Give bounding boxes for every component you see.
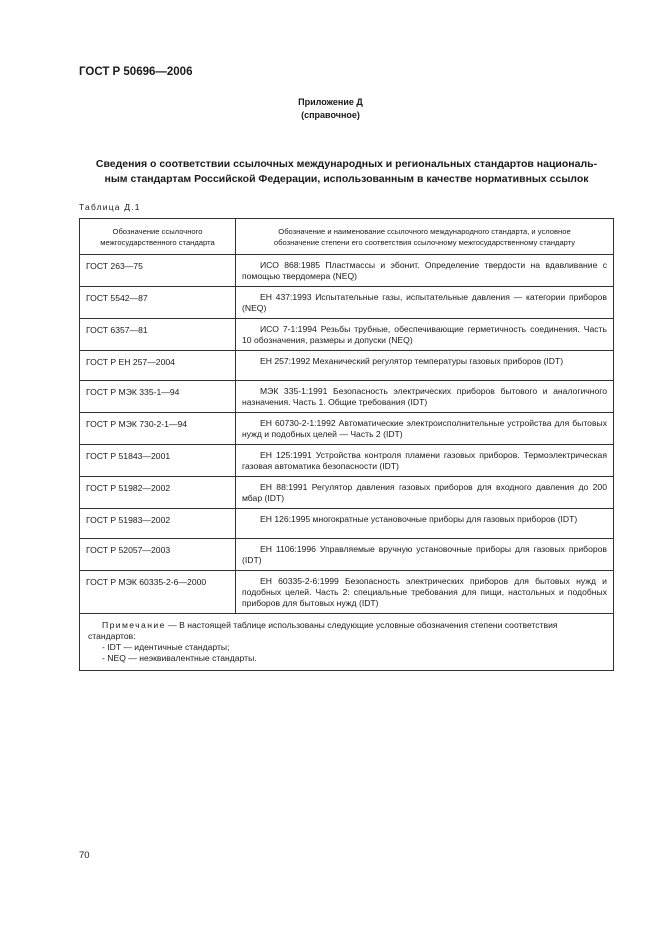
standard-code-cell: ГОСТ Р МЭК 730-2-1—94 xyxy=(80,413,236,445)
reference-text: ЕН 437:1993 Испытательные газы, испытательные давления — категории приборов (NEQ) xyxy=(242,292,607,313)
reference-cell xyxy=(236,477,614,509)
reference-text: ИСО 868:1985 Пластмассы и эбонит. Определение твердости на вдавливание с помощью твердомера (NEQ) xyxy=(242,260,607,281)
reference-cell xyxy=(236,351,614,381)
page-number: 70 xyxy=(79,850,90,861)
table-row xyxy=(80,381,614,413)
annex-title: Приложение Д xyxy=(298,97,363,107)
section-heading xyxy=(79,157,614,187)
table-row xyxy=(80,509,614,539)
table-note xyxy=(80,614,614,671)
standard-code-cell: ГОСТ 5542—87 xyxy=(80,287,236,319)
note-item: - IDT — идентичные стандарты; xyxy=(102,642,230,652)
reference-text: ЕН 125:1991 Устройства контроля пламени газовых приборов. Термоэлектрическая газовая автоматика безопасности (IDT) xyxy=(242,450,607,471)
reference-cell xyxy=(236,413,614,445)
table-row xyxy=(80,255,614,287)
reference-cell xyxy=(236,287,614,319)
reference-cell xyxy=(236,255,614,287)
reference-cell xyxy=(236,445,614,477)
note-text: — В настоящей таблице использованы следующие условные обозначения степени соответствия стандартов: xyxy=(88,620,558,641)
table-header-row xyxy=(80,219,614,255)
reference-text: ЕН 1106:1996 Управляемые вручную установочные приборы для газовых приборов (IDT) xyxy=(242,544,607,565)
reference-cell xyxy=(236,381,614,413)
standard-code-cell: ГОСТ Р 52057—2003 xyxy=(80,539,236,571)
table-label: Таблица Д.1 xyxy=(79,202,141,212)
note-item: - NEQ — неэквивалентные стандарты. xyxy=(102,653,257,663)
annex-subtitle: (справочное) xyxy=(301,110,360,120)
table-row xyxy=(80,445,614,477)
reference-cell xyxy=(236,571,614,614)
table-row xyxy=(80,571,614,614)
column-header-standard-line1: Обозначение ссылочного xyxy=(112,226,203,236)
standard-code-cell: ГОСТ Р МЭК 335-1—94 xyxy=(80,381,236,413)
table-row xyxy=(80,539,614,571)
section-heading-line1: Сведения о соответствии ссылочных международных и региональных стандартов националь- xyxy=(95,158,598,170)
column-header-reference-line2: обозначение степени его соответствия ссылочному межгосударственному стандарту xyxy=(273,237,576,247)
table-note-row xyxy=(80,614,614,671)
table-row xyxy=(80,351,614,381)
column-header-reference-line1: Обозначение и наименование ссылочного международного стандарта, и условное xyxy=(278,226,571,236)
reference-text: ЕН 88:1991 Регулятор давления газовых приборов для входного давления до 200 мбар (IDT) xyxy=(242,482,607,503)
standard-code-cell: ГОСТ 263—75 xyxy=(80,255,236,287)
reference-cell xyxy=(236,539,614,571)
standards-table xyxy=(79,218,614,671)
table-row xyxy=(80,413,614,445)
column-header-standard xyxy=(80,219,236,255)
reference-text: ЕН 257:1992 Механический регулятор температуры газовых приборов (IDT) xyxy=(260,356,564,366)
annex-heading xyxy=(0,96,661,122)
section-heading-line2: ным стандартам Российской Федерации, использованным в качестве нормативных ссылок xyxy=(104,173,589,185)
standard-code-cell: ГОСТ Р ЕН 257—2004 xyxy=(80,351,236,381)
standard-code-cell: ГОСТ Р 51843—2001 xyxy=(80,445,236,477)
table-row xyxy=(80,319,614,351)
reference-cell xyxy=(236,509,614,539)
standard-code-cell: ГОСТ Р МЭК 60335-2-6—2000 xyxy=(80,571,236,614)
reference-cell xyxy=(236,319,614,351)
table-row xyxy=(80,287,614,319)
reference-text: МЭК 335-1:1991 Безопасность электрических приборов бытового и аналогичного назначения. Часть 1. Общие требования (IDT) xyxy=(242,386,607,407)
note-paragraph xyxy=(88,620,605,642)
reference-text: ЕН 60335-2-6:1999 Безопасность электрических приборов для бытовых нужд и подобных целей. Часть 2: специальные требования для пищи, настольных и подобных приборов для бытовых нужд (IDT) xyxy=(242,576,607,608)
reference-text: ЕН 126:1995 многократные установочные приборы для газовых приборов (IDT) xyxy=(260,514,578,524)
standard-code-cell: ГОСТ Р 51983—2002 xyxy=(80,509,236,539)
standard-code-cell: ГОСТ 6357—81 xyxy=(80,319,236,351)
column-header-standard-line2: межгосударственного стандарта xyxy=(100,237,215,247)
note-title: Примечание xyxy=(102,620,166,630)
standard-code-cell: ГОСТ Р 51982—2002 xyxy=(80,477,236,509)
column-header-reference xyxy=(236,219,614,255)
reference-text: ЕН 60730-2-1:1992 Автоматические электроисполнительные устройства для бытовых нужд и подобных целей — Часть 2 (IDT) xyxy=(242,418,607,439)
table-row xyxy=(80,477,614,509)
document-code: ГОСТ Р 50696—2006 xyxy=(79,66,193,78)
reference-text: ИСО 7-1:1994 Резьбы трубные, обеспечивающие герметичность соединения. Часть 10 обозначения, размеры и допуски (NEQ) xyxy=(242,324,607,345)
